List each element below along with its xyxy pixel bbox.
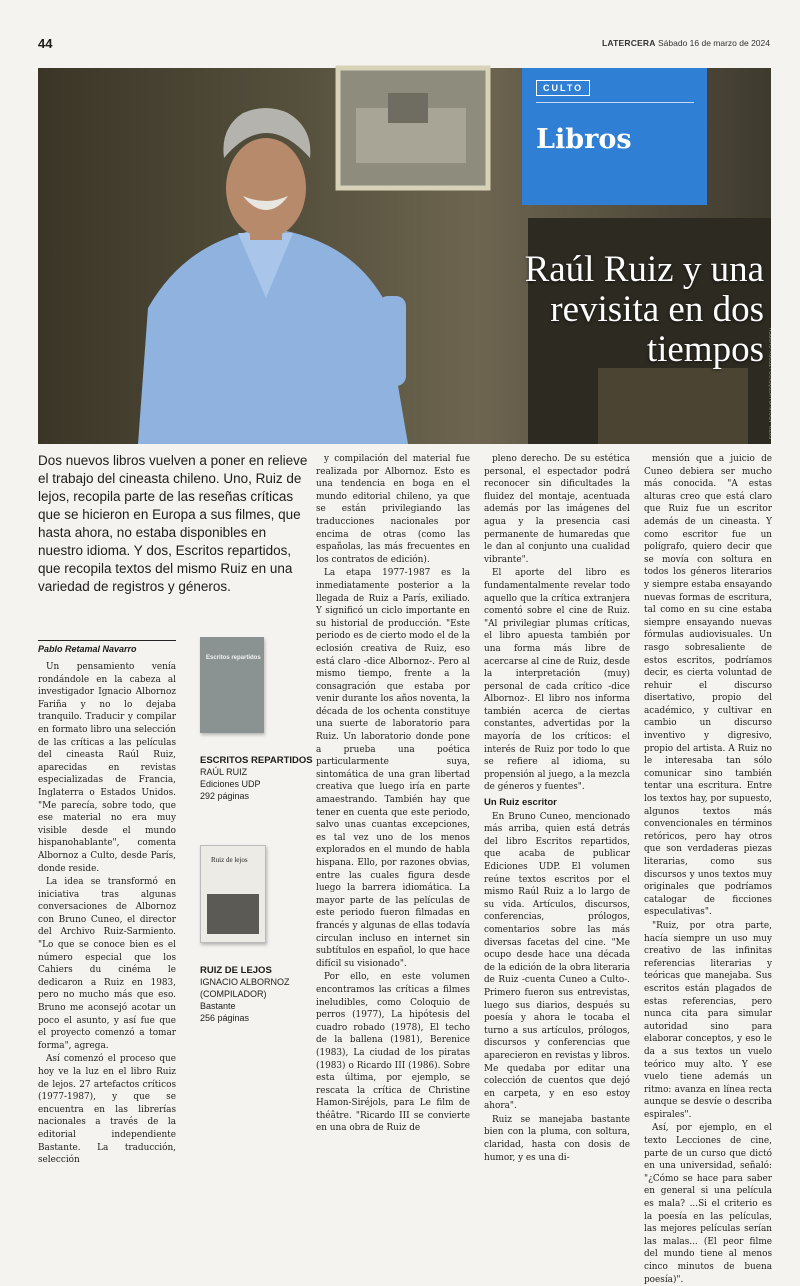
byline: Pablo Retamal Navarro (38, 644, 137, 654)
paragraph: La idea se transformó en iniciativa tras algunas conversaciones de Albornoz con Bruno Cuneo, el director del Archivo Ruiz-Sarmiento. "Lo que se conoce bien es el número especial que los Cahiers du cinéma le dedicaron a Ruiz en 1983, pero no mucho más que eso. Bruno me aconsejó acotar un poco el asunto, y así fue que el proyecto comenzó a tomar forma", agrega. (38, 877, 176, 1051)
book-card (200, 845, 290, 1024)
folio-line (602, 38, 770, 48)
section-tag: CULTO (536, 80, 590, 96)
lede: Dos nuevos libros vuelven a poner en relieve el trabajo del cineasta chileno. Uno, Ruiz de lejos, recopila parte de las reseñas críticas que se hicieron en Europa a sus filmes, que hasta ahora, no estaba disponibles en nuestro idioma. Y dos, Escritos repartidos, que recopila textos del mismo Ruiz en una variedad de registros y géneros. (38, 453, 308, 594)
issue-date: Sábado 16 de marzo de 2024 (657, 38, 770, 48)
cover-text: Escritos repartidos (206, 655, 261, 661)
cover-photo (207, 894, 259, 934)
paragraph: Un pensamiento venía rondándole en la cabeza al investigador Ignacio Albornoz Fariña y no lo dejaba tranquilo. Traducir y compilar en formato libro una selección de las críticas a las películas del cineasta Raúl Ruiz, aparecidas en revistas especializadas de Francia, Inglaterra o Estados Unidos. "Me parecía, sobre todo, que ese material no era muy visible desde el mundo hispanohablante", comenta Albornoz a Culto, desde París, donde reside. (38, 662, 176, 874)
paragraph: Así, por ejemplo, en el texto Lecciones de cine, parte de un curso que dictó en una universidad, señaló: "¿Cómo se hace para saber en general si una película es mala? ...Si el criterio es la poesía en las películas, las mejores películas serían las malas... (El peor filme del mundo tiene al menos cinco minutos de buena poesía)". (644, 1123, 772, 1285)
book-cover (200, 637, 264, 733)
book-author: RAÚL RUIZ (200, 767, 248, 777)
page-header (38, 36, 770, 52)
publication-name: LATERCERA (602, 38, 656, 48)
book-publisher: Ediciones UDP (200, 779, 261, 789)
paragraph: "Ruiz, por otra parte, hacía siempre un uso muy creativo de las infinitas referencias literarias y teóricas que manejaba. Sus escritos están plagados de estas referencias, pero nunca cita para simular autoridad sino para elaborar conceptos, y eso le da a sus textos un vuelo teórico muy alto. Y ese vuelo tiene además un ritmo: avanza en línea recta aunque se desvíe o describa espirales". (644, 920, 772, 1120)
photo-credit: FOTO: ARCHIVO HISTÓRICO / TEDDY CUPPEN (769, 328, 775, 440)
subheading: Un Ruiz escritor (484, 797, 557, 809)
paragraph: Ruiz se manejaba bastante bien con la pluma, con soltura, claridad, hasta con dosis de humor, y es una di- (484, 1114, 630, 1163)
book-publisher: Bastante (200, 1001, 236, 1011)
paragraph: y compilación del material fue realizada por Albornoz. Esto es una tendencia en boga en el mundo editorial chileno, ya que se están privilegiando las traducciones nacionales por encima de otras (como las españolas, las más frecuentes en los contratos de edición). (316, 454, 470, 565)
book-title: RUIZ DE LEJOS (200, 965, 272, 976)
book-role: (COMPILADOR) (200, 989, 267, 999)
paragraph: El aporte del libro es fundamentalmente revelar todo aquello que la crítica extranjera comentó sobre el cine de Ruiz. "Al privilegiar plumas críticas, el libro apuesta también por una forma más libre de acercarse al cine de Ruiz, desde la interpretación (muy) personal de cada crítico -dice Albornoz-. El libro nos informa también acerca de ciertas constantes, advertidas por la mayoría de los críticos: el interés de Ruiz por todo lo que se refiere al idioma, su propensión al juego, a la mezcla de géneros y fuentes". (484, 568, 630, 793)
book-author: IGNACIO ALBORNOZ (200, 977, 290, 987)
section-divider (536, 102, 694, 103)
paragraph: Por ello, en este volumen encontramos las críticas a filmes ineludibles, como Coloquio de perros (1977), La hipótesis del cuadro robado (1978), El techo de la ballena (1981), Berenice (1983), La ciudad de los piratas (1983) o Ricardo III (1986). Sobre esta última, por ejemplo, se rescata la crítica de Christine Hamon-Siréjols, para Le film de théâtre. "Ricardo III se convierte en una obra de Ruiz de (316, 972, 470, 1134)
paragraph: pleno derecho. De su estética personal, el espectador podrá reconocer sin dificultades la fluidez del montaje, acentuada además por las imágenes del agua y la presencia casi permanente de humaredas que le dan al conjunto una cualidad vibrante". (484, 454, 630, 565)
article-column-3 (484, 453, 630, 1163)
paragraph: Así comenzó el proceso que hoy ve la luz en el libro Ruiz de lejos. 27 artefactos críticos (1977-1987), y que se encuentra en las librerías nacionales a través de la editorial independiente Bastante. La traducción, selección (38, 1054, 176, 1166)
headline: Raúl Ruiz y una revisita en dos tiempos (524, 249, 764, 370)
paragraph: mensión que a juicio de Cuneo debiera ser mucho más conocida. "A estas alturas creo que está claro que Ruiz fue un escritor además de un cineasta. Y como escritor fue un polígrafo, quiero decir que se movía con soltura en todos los géneros literarios y siempre estaba ensayando nuevas formas de escritura, tal como en su cine estaba siempre ensayando nuevas fórmulas audiovisuales. Un rasgo sobresaliente de estos escritos, podríamos decir, es cierta voluntad de rehuir el discurso disertativo, propio del académico, y cultivar en cambio un discurso inventivo y digresivo, propio del artista. A Ruiz no le interesaba tan sólo comunicar sino también tentar una escritura. Entre los textos hay, por supuesto, algunos textos más convencionales en términos retóricos, pero hay otros que son verdaderas piezas literarias, como sus discursos y unos textos muy originales que podríamos catalogar de ficciones especulativas". (644, 454, 772, 918)
book-pages: 256 páginas (200, 1013, 250, 1023)
page-number: 44 (38, 36, 53, 51)
book-cover (200, 845, 266, 943)
article-column-4 (644, 453, 772, 1285)
cover-text: Ruiz de lejos (211, 856, 248, 864)
paragraph: La etapa 1977-1987 es la inmediatamente posterior a la llegada de Ruiz a París, exiliado. Y significó un ciclo importante en su historial de producción. "Este periodo es de cierto modo el de la eclosión creativa de Ruiz, eso está claro -dice Albornoz-. Pero al mismo tiempo, frente a la consagración que estaba por venir durante los años noventa, la década de los ochenta constituye una suerte de laboratorio para Ruiz. Un laboratorio donde pone a prueba una poética particularmente suya, sintomática de una gran libertad creativa que luego iría en parte amaestrando. También hay que tener en cuenta que este periodo, salvo unas cuantas excepciones, es tal vez uno de los menos explorados en el mundo de habla hispana. Ello, por razones obvias, entre las cuales figura desde luego la barrera idiomática. La mayor parte de las películas de este periodo fueron filmadas en francés y algunas de ellas todavía circulan incluso en internet sin subtítulos en español, lo que hace difícil su visionado". (316, 568, 470, 969)
section-title: Libros (536, 124, 632, 155)
article-column-1 (38, 661, 176, 1166)
hero-photo (38, 68, 775, 444)
book-pages: 292 páginas (200, 791, 250, 801)
section-box (522, 68, 707, 205)
book-title: ESCRITOS REPARTIDOS (200, 755, 313, 766)
book-card (200, 637, 313, 802)
paragraph: En Bruno Cuneo, mencionado más arriba, quien está detrás del libro Escritos repartidos, que acaba de publicar Ediciones UDP. El volumen reúne textos escritos por el mismo Raúl Ruiz a lo largo de su vida. Artículos, discursos, conferencias, prólogos, comentarios sobre las más diversas facetas del cine. "Me ocupo desde hace una década de la edición de la obra literaria de Ruiz -cuenta Cuneo a Culto-. Primero fueron sus entrevistas, luego sus diarios, después su poesía y ahora le tocaba el turno a sus artículos, prólogos, discursos y conferencias que aparecieron en revistas y libros. Me quedaba por editar una colección de cuentos que dejó en carpeta, y en eso estoy ahora". (484, 811, 630, 1112)
article-column-2 (316, 453, 470, 1134)
byline-rule (38, 640, 176, 641)
